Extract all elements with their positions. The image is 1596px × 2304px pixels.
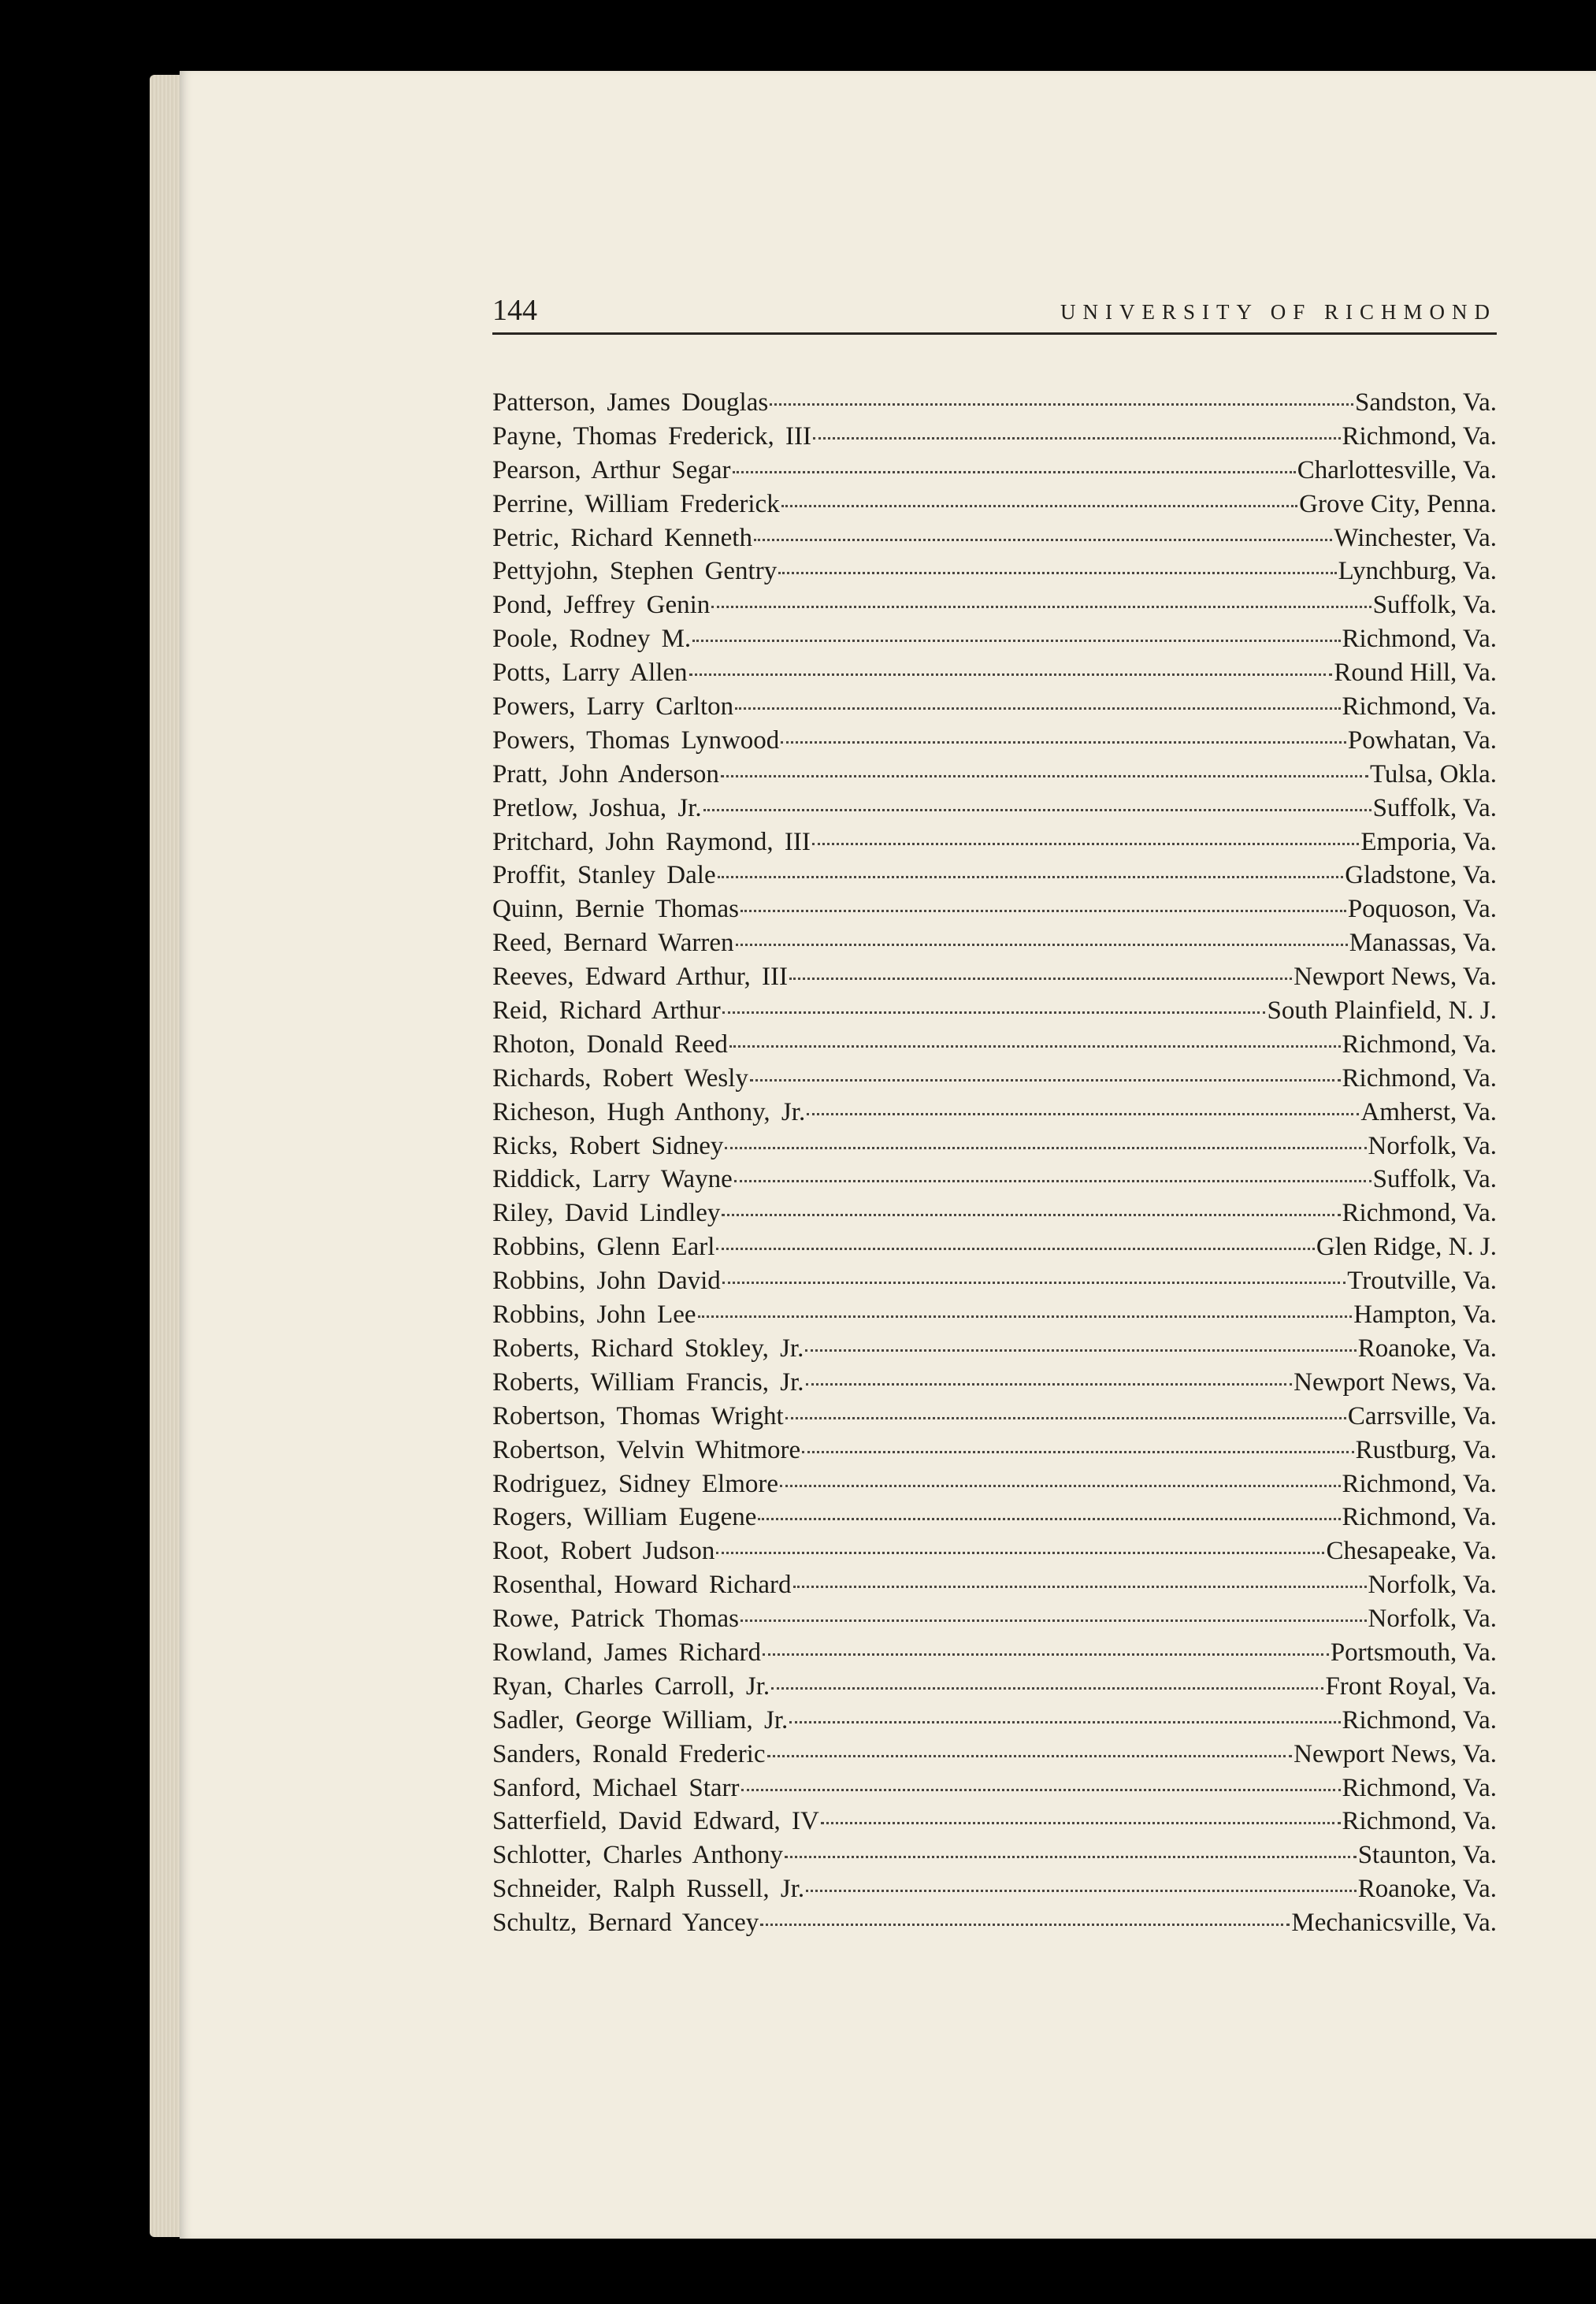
list-item <box>492 454 1497 488</box>
dot-leader <box>780 1484 1341 1487</box>
dot-leader <box>812 842 1360 845</box>
student-name: Ryan, Charles Carroll, Jr. <box>492 1671 770 1701</box>
student-name: Pretlow, Joshua, Jr. <box>492 793 702 822</box>
list-item <box>492 960 1497 994</box>
student-name: Rowland, James Richard <box>492 1638 762 1667</box>
list-item <box>492 1467 1497 1501</box>
student-name: Richeson, Hugh Anthony, Jr. <box>492 1097 806 1126</box>
dot-leader <box>703 808 1371 811</box>
dot-leader <box>789 977 1292 980</box>
hometown: Carrsville, Va. <box>1347 1401 1497 1430</box>
list-item <box>492 656 1497 690</box>
list-item <box>492 1568 1497 1602</box>
student-name: Ricks, Robert Sidney <box>492 1131 724 1160</box>
student-name: Powers, Thomas Lynwood <box>492 725 780 755</box>
page-header <box>492 291 1497 335</box>
list-item <box>492 1670 1497 1704</box>
hometown: Richmond, Va. <box>1342 1773 1497 1802</box>
hometown: Newport News, Va. <box>1294 1367 1497 1397</box>
list-item <box>492 724 1497 758</box>
dot-leader <box>722 1213 1340 1216</box>
list-item <box>492 622 1497 656</box>
dot-leader <box>763 1653 1329 1656</box>
dot-leader <box>716 1551 1324 1554</box>
list-item <box>492 1738 1497 1772</box>
dot-leader <box>767 1754 1293 1757</box>
list-item <box>492 758 1497 792</box>
hometown: Mechanicsville, Va. <box>1291 1909 1497 1938</box>
list-item <box>492 1230 1497 1264</box>
hometown: Richmond, Va. <box>1342 1503 1497 1532</box>
hometown: Newport News, Va. <box>1294 963 1497 992</box>
hometown: Suffolk, Va. <box>1372 1165 1497 1194</box>
hometown: Manassas, Va. <box>1349 929 1497 958</box>
dot-leader <box>722 1011 1266 1014</box>
list-item <box>492 1264 1497 1298</box>
student-name: Reid, Richard Arthur <box>492 996 721 1026</box>
dot-leader <box>807 1112 1359 1115</box>
hometown: Richmond, Va. <box>1342 625 1497 654</box>
dot-leader <box>781 740 1346 744</box>
student-name: Rogers, William Eugene <box>492 1503 757 1532</box>
dot-leader <box>789 1720 1340 1723</box>
hometown: Richmond, Va. <box>1342 421 1497 451</box>
student-list <box>492 386 1497 1940</box>
dot-leader <box>741 1788 1341 1791</box>
student-name: Schultz, Bernard Yancey <box>492 1909 759 1938</box>
list-item <box>492 1028 1497 1062</box>
dot-leader <box>793 1585 1367 1588</box>
dot-leader <box>750 1078 1341 1082</box>
hometown: Hampton, Va. <box>1353 1300 1497 1330</box>
student-name: Robertson, Velvin Whitmore <box>492 1435 801 1464</box>
hometown: Chesapeake, Va. <box>1326 1537 1497 1566</box>
student-name: Reeves, Edward Arthur, III <box>492 963 788 992</box>
student-name: Richards, Robert Wesly <box>492 1063 748 1093</box>
dot-leader <box>778 571 1336 574</box>
hometown: Norfolk, Va. <box>1368 1605 1497 1634</box>
hometown: Poquoson, Va. <box>1347 895 1497 924</box>
list-item <box>492 1534 1497 1568</box>
hometown: Glen Ridge, N. J. <box>1316 1233 1497 1262</box>
hometown: Richmond, Va. <box>1342 1199 1497 1228</box>
hometown: Roanoke, Va. <box>1357 1334 1497 1363</box>
list-item <box>492 994 1497 1028</box>
student-name: Poole, Rodney M. <box>492 625 692 654</box>
student-name: Satterfield, David Edward, IV <box>492 1807 819 1836</box>
student-name: Rosenthal, Howard Richard <box>492 1571 792 1600</box>
student-name: Roberts, Richard Stokley, Jr. <box>492 1334 804 1363</box>
dot-leader <box>785 1855 1357 1858</box>
hometown: Front Royal, Va. <box>1325 1671 1497 1701</box>
hometown: Rustburg, Va. <box>1355 1435 1497 1464</box>
list-item <box>492 420 1497 454</box>
dot-leader <box>722 1281 1345 1284</box>
page-number: 144 <box>492 294 537 327</box>
hometown: Emporia, Va. <box>1360 827 1497 856</box>
dot-leader <box>698 1315 1353 1318</box>
student-name: Pratt, John Anderson <box>492 759 719 788</box>
list-item <box>492 1838 1497 1872</box>
list-item <box>492 386 1497 420</box>
student-name: Potts, Larry Allen <box>492 659 688 688</box>
hometown: Lynchburg, Va. <box>1338 557 1497 586</box>
student-name: Petric, Richard Kenneth <box>492 523 752 552</box>
student-name: Powers, Larry Carlton <box>492 692 734 722</box>
dot-leader <box>711 605 1371 608</box>
dot-leader <box>692 639 1340 642</box>
student-name: Roberts, William Francis, Jr. <box>492 1367 804 1397</box>
dot-leader <box>735 707 1340 710</box>
student-name: Reed, Bernard Warren <box>492 929 734 958</box>
student-name: Robbins, John David <box>492 1267 721 1296</box>
student-name: Robbins, Glenn Earl <box>492 1233 715 1262</box>
dot-leader <box>770 403 1353 406</box>
hometown: Suffolk, Va. <box>1372 793 1497 822</box>
dot-leader <box>781 504 1297 507</box>
hometown: Charlottesville, Va. <box>1297 455 1497 484</box>
dot-leader <box>734 1179 1371 1182</box>
hometown: Richmond, Va. <box>1342 1807 1497 1836</box>
hometown: Suffolk, Va. <box>1372 591 1497 620</box>
list-item <box>492 1130 1497 1163</box>
hometown: Richmond, Va. <box>1342 1030 1497 1059</box>
hometown: South Plainfield, N. J. <box>1267 996 1497 1026</box>
student-name: Quinn, Bernie Thomas <box>492 895 739 924</box>
student-name: Riley, David Lindley <box>492 1199 721 1228</box>
student-name: Robertson, Thomas Wright <box>492 1401 784 1430</box>
student-name: Robbins, John Lee <box>492 1300 696 1330</box>
hometown: Round Hill, Va. <box>1334 659 1497 688</box>
list-item <box>492 1298 1497 1332</box>
dot-leader <box>771 1686 1323 1690</box>
list-item <box>492 792 1497 826</box>
dot-leader <box>806 1382 1293 1386</box>
dot-leader <box>760 1923 1290 1926</box>
hometown: Troutville, Va. <box>1347 1267 1497 1296</box>
student-name: Schlotter, Charles Anthony <box>492 1841 784 1870</box>
dot-leader <box>802 1450 1353 1453</box>
hometown: Staunton, Va. <box>1357 1841 1497 1870</box>
dot-leader <box>733 470 1296 473</box>
hometown: Richmond, Va. <box>1342 1705 1497 1734</box>
hometown: Powhatan, Va. <box>1347 725 1497 755</box>
hometown: Portsmouth, Va. <box>1330 1638 1497 1667</box>
student-name: Rowe, Patrick Thomas <box>492 1605 739 1634</box>
dot-leader <box>716 1247 1314 1250</box>
list-item <box>492 1096 1497 1130</box>
list-item <box>492 488 1497 521</box>
student-name: Pritchard, John Raymond, III <box>492 827 811 856</box>
list-item <box>492 1872 1497 1906</box>
list-item <box>492 1197 1497 1230</box>
dot-leader <box>813 436 1340 440</box>
list-item <box>492 1332 1497 1366</box>
list-item <box>492 1906 1497 1940</box>
list-item <box>492 1400 1497 1434</box>
list-item <box>492 1366 1497 1400</box>
dot-leader <box>805 1349 1356 1352</box>
hometown: Richmond, Va. <box>1342 1469 1497 1498</box>
student-name: Rhoton, Donald Reed <box>492 1030 728 1059</box>
hometown: Amherst, Va. <box>1360 1097 1497 1126</box>
running-title: UNIVERSITY OF RICHMOND <box>1060 300 1497 324</box>
list-item <box>492 1163 1497 1197</box>
hometown: Richmond, Va. <box>1342 692 1497 722</box>
list-item <box>492 1704 1497 1738</box>
list-item <box>492 521 1497 555</box>
list-item <box>492 588 1497 622</box>
list-item <box>492 1501 1497 1534</box>
dot-leader <box>736 943 1348 946</box>
dot-leader <box>740 1619 1367 1622</box>
student-name: Sanford, Michael Starr <box>492 1773 740 1802</box>
hometown: Richmond, Va. <box>1342 1063 1497 1093</box>
list-item <box>492 555 1497 588</box>
dot-leader <box>718 875 1344 878</box>
dot-leader <box>806 1889 1357 1892</box>
dot-leader <box>821 1821 1341 1824</box>
dot-leader <box>740 909 1346 912</box>
dot-leader <box>721 774 1368 777</box>
list-item <box>492 1636 1497 1670</box>
dot-leader <box>729 1044 1341 1048</box>
student-name: Sanders, Ronald Frederic <box>492 1739 766 1768</box>
list-item <box>492 1434 1497 1467</box>
hometown: Tulsa, Okla. <box>1369 759 1497 788</box>
list-item <box>492 926 1497 960</box>
list-item <box>492 1772 1497 1805</box>
list-item <box>492 1602 1497 1636</box>
list-item <box>492 1805 1497 1838</box>
hometown: Roanoke, Va. <box>1357 1875 1497 1904</box>
student-name: Pettyjohn, Stephen Gentry <box>492 557 778 586</box>
student-name: Schneider, Ralph Russell, Jr. <box>492 1875 805 1904</box>
list-item <box>492 690 1497 724</box>
list-item <box>492 859 1497 892</box>
list-item <box>492 892 1497 926</box>
student-name: Pond, Jeffrey Genin <box>492 591 711 620</box>
hometown: Grove City, Penna. <box>1299 489 1497 518</box>
hometown: Winchester, Va. <box>1334 523 1497 552</box>
dot-leader <box>689 673 1333 676</box>
student-name: Riddick, Larry Wayne <box>492 1165 733 1194</box>
hometown: Norfolk, Va. <box>1368 1571 1497 1600</box>
student-name: Perrine, William Frederick <box>492 489 780 518</box>
hometown: Norfolk, Va. <box>1368 1131 1497 1160</box>
hometown: Newport News, Va. <box>1294 1739 1497 1768</box>
student-name: Sadler, George William, Jr. <box>492 1705 789 1734</box>
student-name: Payne, Thomas Frederick, III <box>492 421 812 451</box>
dot-leader <box>758 1517 1340 1520</box>
list-item <box>492 826 1497 859</box>
hometown: Sandston, Va. <box>1355 388 1497 417</box>
dot-leader <box>725 1146 1366 1149</box>
list-item <box>492 1062 1497 1096</box>
student-name: Rodriguez, Sidney Elmore <box>492 1469 779 1498</box>
student-name: Pearson, Arthur Segar <box>492 455 731 484</box>
dot-leader <box>785 1416 1346 1419</box>
student-name: Patterson, James Douglas <box>492 388 769 417</box>
student-name: Proffit, Stanley Dale <box>492 861 716 890</box>
student-name: Root, Robert Judson <box>492 1537 715 1566</box>
dot-leader <box>754 538 1332 541</box>
hometown: Gladstone, Va. <box>1345 861 1497 890</box>
